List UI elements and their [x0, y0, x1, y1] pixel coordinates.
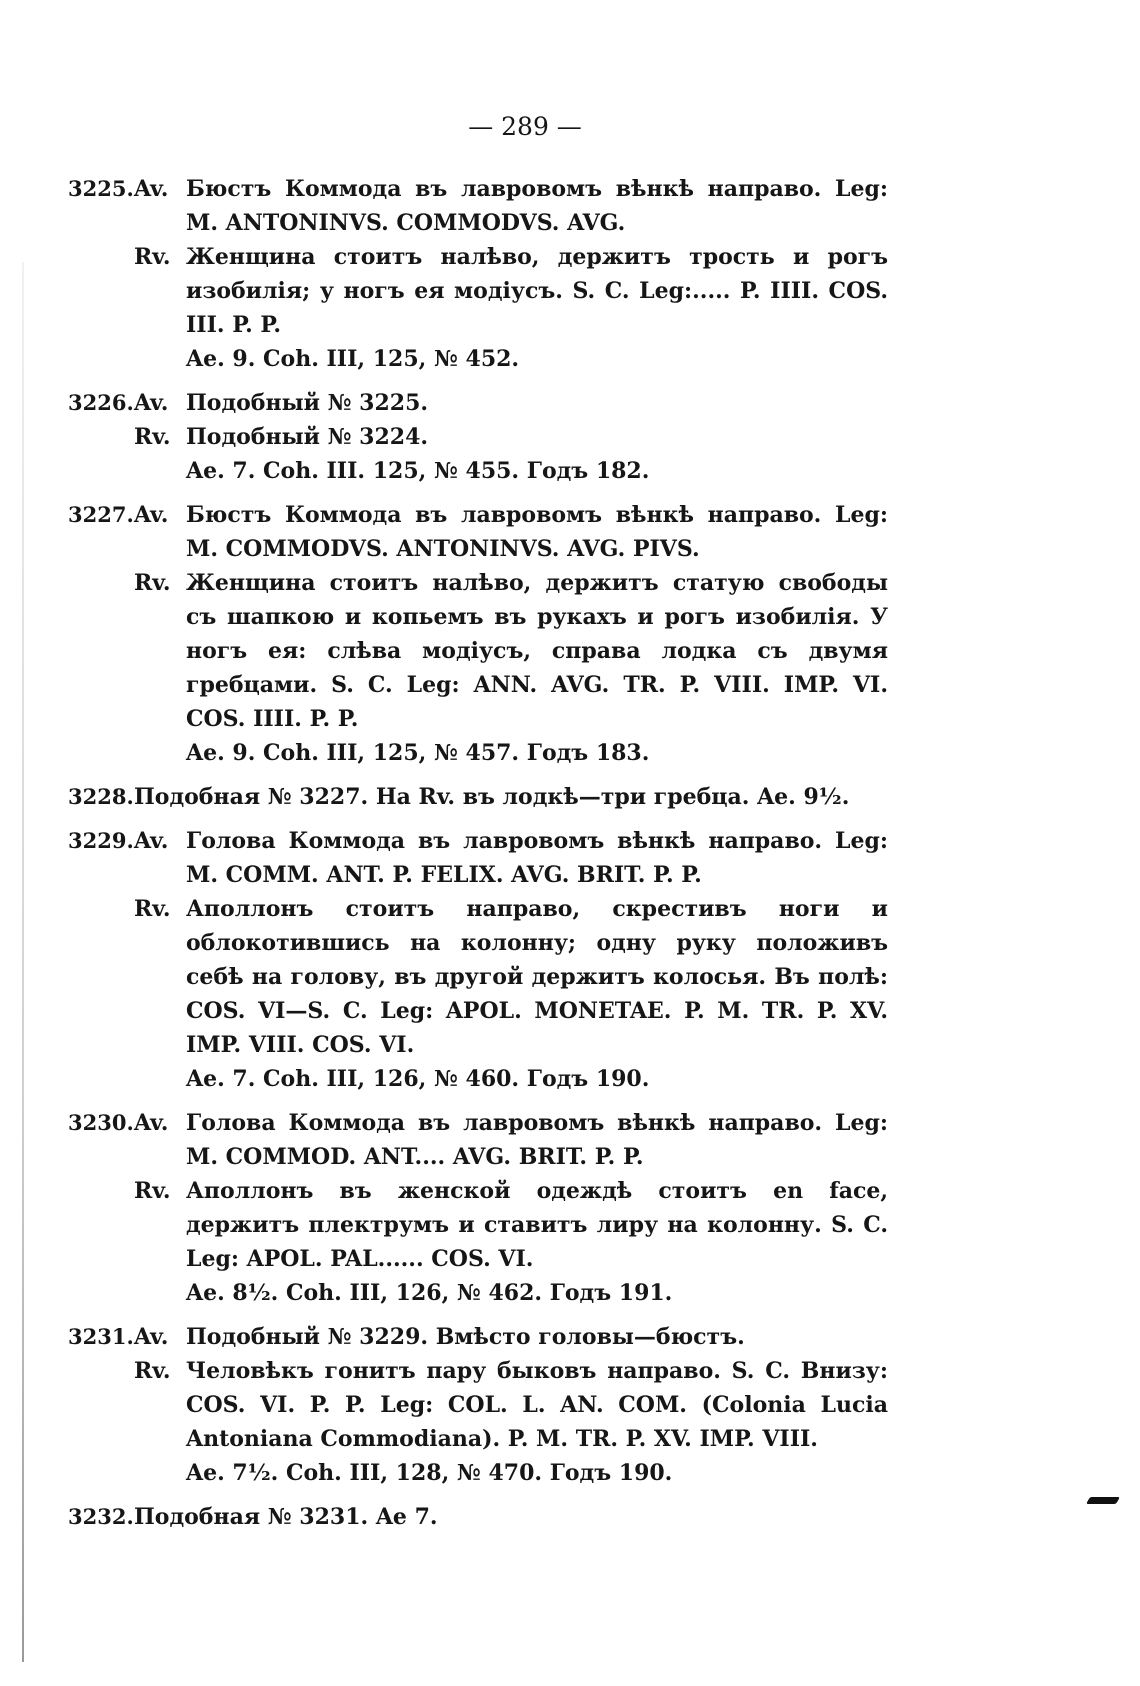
reverse-label: Rv. — [134, 244, 171, 270]
entry-number: 3226. — [68, 390, 134, 415]
reverse — [68, 892, 888, 1062]
entry-3232 — [68, 1500, 888, 1534]
reverse-text: Подобный № 3224. — [186, 424, 429, 450]
obverse — [68, 1106, 888, 1174]
reverse-label: Rv. — [134, 896, 171, 922]
entry-number: 3228. — [68, 784, 134, 809]
entry-number: 3229. — [68, 828, 134, 853]
reverse — [68, 1174, 888, 1276]
entry-meta: Ae. 7½. Coh. III, 128, № 470. Годъ 190. — [186, 1460, 673, 1486]
reverse-text: Человѣкъ гонитъ пару быковъ направо. S. C. Внизу: COS. VI. P. P. Leg: COL. L. AN. COM. (Colonia Lucia Antoniana Commodiana). P. M. TR. P. XV. IMP. VIII. — [186, 1358, 888, 1452]
entry-3228 — [68, 780, 888, 814]
reverse — [68, 420, 888, 454]
entry-number: 3232. — [68, 1504, 134, 1529]
reverse-label: Rv. — [134, 424, 171, 450]
left-margin-rule — [22, 262, 24, 1662]
catalogue-entries — [68, 172, 888, 1544]
reverse — [68, 566, 888, 736]
reverse-text: Женщина стоитъ налѣво, держитъ статую свободы съ шапкою и копьемъ въ рукахъ и рогъ изобилія. У ногъ ея: слѣва модіусъ, справа лодка съ двумя гребцами. S. C. Leg: ANN. AVG. TR. P. VIII. IMP. VI. COS. IIII. P. P. — [186, 570, 888, 732]
obverse-text: Бюстъ Коммода въ лавровомъ вѣнкѣ направо. Leg: M. ANTONINVS. COMMODVS. AVG. — [186, 176, 888, 236]
reverse-label: Rv. — [134, 1178, 171, 1204]
corner-ink-mark — [1086, 1497, 1120, 1504]
entry-text: Подобная № 3227. На Rv. въ лодкѣ—три гребца. Ae. 9½. — [134, 784, 850, 810]
reverse — [68, 240, 888, 342]
entry-number: 3231. — [68, 1324, 134, 1349]
entry-3226 — [68, 386, 888, 488]
obverse — [68, 1320, 888, 1354]
reverse — [68, 1354, 888, 1456]
obverse-label: Av. — [134, 828, 169, 854]
reverse-text: Аполлонъ въ женской одеждѣ стоитъ en face, держитъ плектрумъ и ставитъ лиру на колонну. S. C. Leg: APOL. PAL...... COS. VI. — [186, 1178, 888, 1272]
entry-meta: Ae. 7. Coh. III. 125, № 455. Годъ 182. — [186, 458, 650, 484]
obverse — [68, 172, 888, 240]
obverse-label: Av. — [134, 176, 169, 202]
entry-3229 — [68, 824, 888, 1096]
obverse-label: Av. — [134, 390, 169, 416]
obverse-text: Бюстъ Коммода въ лавровомъ вѣнкѣ направо. Leg: M. COMMODVS. ANTONINVS. AVG. PIVS. — [186, 502, 888, 562]
entry-number: 3227. — [68, 502, 134, 527]
reverse-text: Женщина стоитъ налѣво, держитъ трость и рогъ изобилія; у ногъ ея модіусъ. S. C. Leg:..... P. IIII. COS. III. P. P. — [186, 244, 888, 338]
obverse-label: Av. — [134, 1324, 169, 1350]
reverse-label: Rv. — [134, 570, 171, 596]
obverse-text: Подобный № 3229. Вмѣсто головы—бюстъ. — [186, 1324, 745, 1350]
entry-meta: Ae. 9. Coh. III, 125, № 457. Годъ 183. — [186, 740, 650, 766]
obverse-label: Av. — [134, 1110, 169, 1136]
entry-3231 — [68, 1320, 888, 1490]
page-number: — 289 — — [468, 112, 582, 141]
entry-text: Подобная № 3231. Ae 7. — [134, 1504, 438, 1530]
entry-meta: Ae. 8½. Coh. III, 126, № 462. Годъ 191. — [186, 1280, 673, 1306]
entry-3230 — [68, 1106, 888, 1310]
obverse-text: Подобный № 3225. — [186, 390, 429, 416]
entry-meta: Ae. 7. Coh. III, 126, № 460. Годъ 190. — [186, 1066, 650, 1092]
obverse-text: Голова Коммода въ лавровомъ вѣнкѣ направо. Leg: M. COMM. ANT. P. FELIX. AVG. BRIT. P. P. — [186, 828, 888, 888]
entry-3227 — [68, 498, 888, 770]
obverse-text: Голова Коммода въ лавровомъ вѣнкѣ направо. Leg: M. COMMOD. ANT.... AVG. BRIT. P. P. — [186, 1110, 888, 1170]
entry-meta: Ae. 9. Coh. III, 125, № 452. — [186, 346, 520, 372]
obverse — [68, 498, 888, 566]
reverse-label: Rv. — [134, 1358, 171, 1384]
reverse-text: Аполлонъ стоитъ направо, скрестивъ ноги и облокотившись на колонну; одну руку положивъ себѣ на голову, въ другой держитъ колосья. Въ полѣ: COS. VI—S. C. Leg: APOL. MONETAE. P. M. TR. P. XV. IMP. VIII. COS. VI. — [186, 896, 888, 1058]
obverse — [68, 386, 888, 420]
entry-number: 3225. — [68, 176, 134, 201]
obverse-label: Av. — [134, 502, 169, 528]
entry-3225 — [68, 172, 888, 376]
entry-number: 3230. — [68, 1110, 134, 1135]
obverse — [68, 824, 888, 892]
